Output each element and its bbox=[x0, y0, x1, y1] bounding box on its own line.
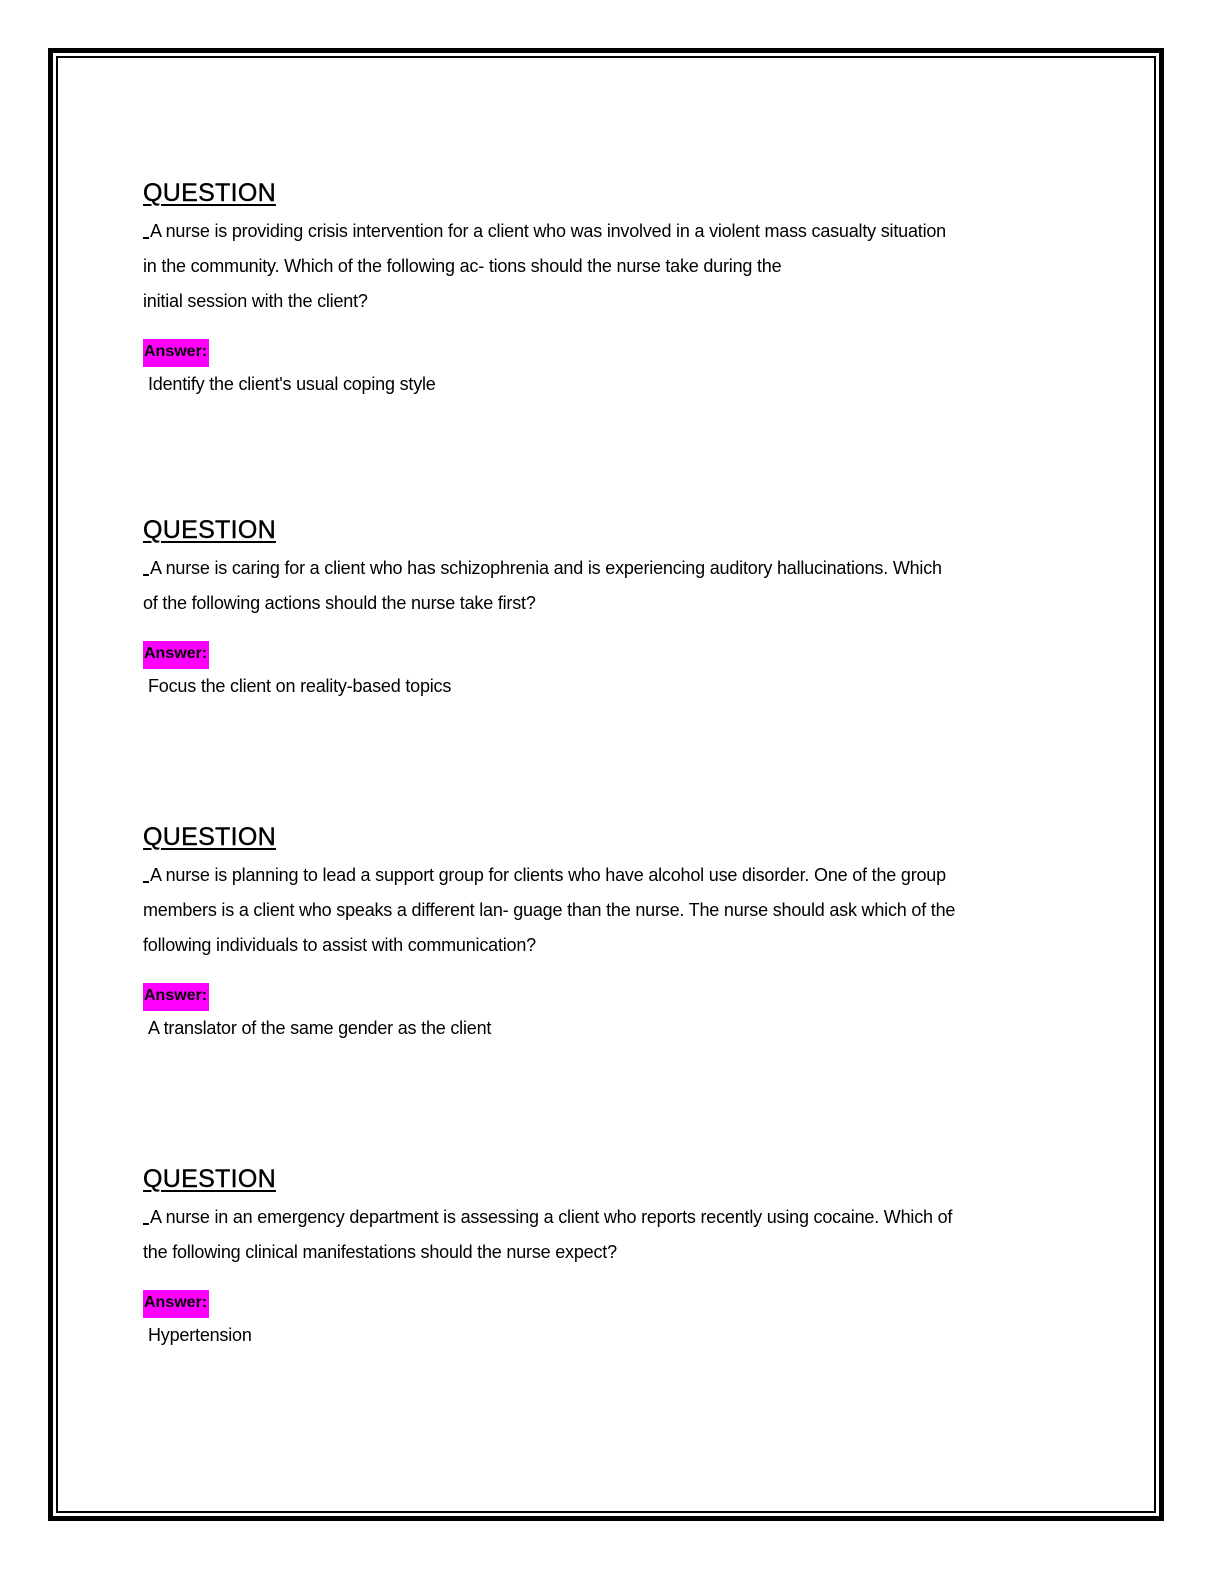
question-text bbox=[143, 551, 1083, 621]
question-line: of the following actions should the nurse take first? bbox=[143, 593, 536, 613]
question-line: A nurse is planning to lead a support group for clients who have alcohol use disorder. One of the group bbox=[150, 865, 946, 885]
question-line: A nurse is providing crisis intervention for a client who was involved in a violent mass casualty situation bbox=[150, 221, 946, 241]
answer-label: Answer: bbox=[143, 983, 209, 1011]
answer-text: A translator of the same gender as the client bbox=[148, 1018, 492, 1038]
question-line: the following clinical manifestations should the nurse expect? bbox=[143, 1242, 617, 1262]
question-text bbox=[143, 214, 1083, 319]
question-text bbox=[143, 858, 1083, 963]
question-heading: QUESTION bbox=[143, 1165, 276, 1193]
question-heading: QUESTION bbox=[143, 516, 276, 544]
question-line: A nurse in an emergency department is assessing a client who reports recently using cocaine. Which of bbox=[150, 1207, 953, 1227]
question-block-3 bbox=[143, 822, 1083, 1043]
question-block-1 bbox=[143, 178, 1083, 399]
answer-text: Hypertension bbox=[148, 1325, 252, 1345]
question-line: in the community. Which of the following ac- tions should the nurse take during the bbox=[143, 256, 782, 276]
answer-label: Answer: bbox=[143, 339, 209, 367]
answer-text: Identify the client's usual coping style bbox=[148, 374, 436, 394]
bullet-marker bbox=[143, 222, 149, 239]
question-text bbox=[143, 1200, 1083, 1270]
bullet-marker bbox=[143, 1208, 149, 1225]
question-block-4 bbox=[143, 1164, 1083, 1350]
question-line: A nurse is caring for a client who has schizophrenia and is experiencing auditory hallucinations. Which bbox=[150, 558, 942, 578]
answer-text: Focus the client on reality-based topics bbox=[148, 676, 452, 696]
question-line: members is a client who speaks a different lan- guage than the nurse. The nurse should ask which of the bbox=[143, 900, 956, 920]
bullet-marker bbox=[143, 559, 149, 576]
question-line: initial session with the client? bbox=[143, 291, 368, 311]
question-line: following individuals to assist with communication? bbox=[143, 935, 536, 955]
question-heading: QUESTION bbox=[143, 823, 276, 851]
answer-label: Answer: bbox=[143, 1290, 209, 1318]
answer-label: Answer: bbox=[143, 641, 209, 669]
question-heading: QUESTION bbox=[143, 179, 276, 207]
bullet-marker bbox=[143, 866, 149, 883]
question-block-2 bbox=[143, 515, 1083, 701]
